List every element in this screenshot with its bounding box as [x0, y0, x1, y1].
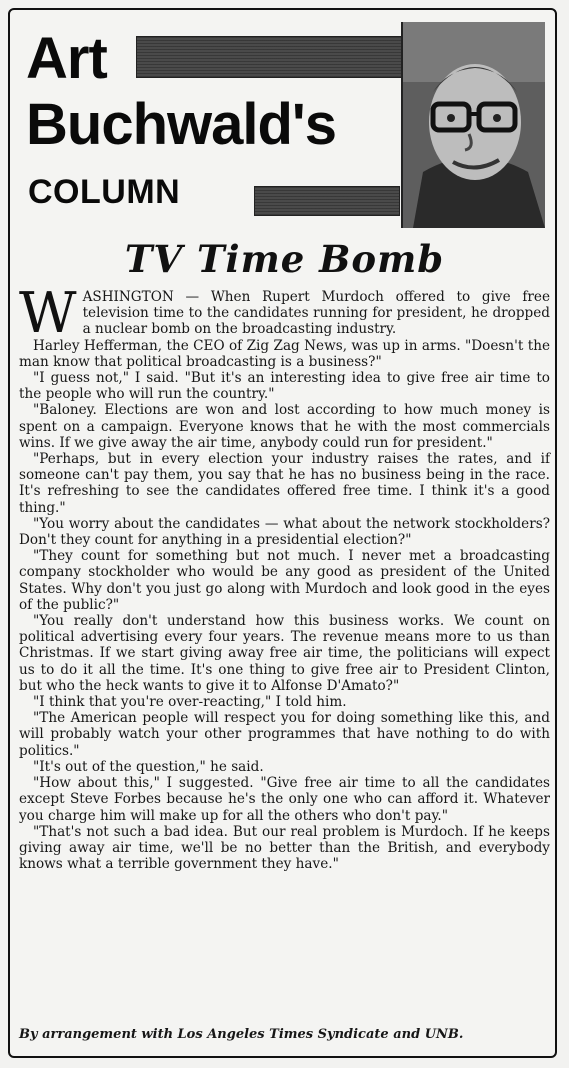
portrait-drawing	[403, 22, 545, 228]
masthead	[8, 14, 538, 234]
article-paragraph: "They count for something but not much. I never met a broadcasting company stockholder who would be any good as president of the United States. Why don't you just go along with Murdoch and look good in the eyes of the public?"	[19, 548, 550, 613]
article-body	[19, 281, 550, 873]
masthead-line-column: COLUMN	[28, 173, 181, 211]
article-paragraph: "That's not such a bad idea. But our real problem is Murdoch. If he keeps giving away air time, we'll be no better than the British, and everybody knows what a terrible government they have."	[19, 823, 550, 873]
author-portrait-icon	[401, 22, 545, 228]
syndication-byline: By arrangement with Los Angeles Times Syndicate and UNB.	[19, 1027, 464, 1042]
article-paragraph: "Perhaps, but in every election your industry raises the rates, and if someone can't pay them, you say that he has no business being in the race. It's refreshing to see the candidates offered free time. I think it's a good thing."	[19, 451, 550, 516]
article-paragraph	[19, 281, 550, 346]
article-paragraph: "Baloney. Elections are won and lost according to how much money is spent on a campaign. Everyone knows that he with the most commercials wins. If we give away the air time, anybody could run for president."	[19, 402, 550, 451]
article-paragraph: "The American people will respect you for doing something like this, and will probably watch your other programmes that have nothing to do with politics."	[19, 710, 550, 759]
article-paragraph: Harley Hefferman, the CEO of Zig Zag News, was up in arms. "Doesn't the man know that political broadcasting is a business?"	[19, 337, 550, 370]
article-paragraph: "I think that you're over-reacting," I told him.	[33, 694, 347, 711]
paragraph-text: ASHINGTON — When Rupert Murdoch offered to give free television time to the candidates running for president, he dropped a nuclear bomb on the broadcasting industry.	[82, 289, 550, 338]
article-headline: TV Time Bomb	[124, 237, 445, 281]
article-paragraph: "I guess not," I said. "But it's an interesting idea to give free air time to the people who will run the country."	[19, 370, 550, 403]
masthead-bar-bottom	[254, 186, 400, 216]
article-paragraph: "You worry about the candidates — what about the network stockholders? Don't they count for anything in a presidential election?"	[19, 515, 550, 549]
masthead-line-art: Art	[26, 26, 107, 91]
masthead-bar-top	[136, 36, 404, 78]
article-paragraph: "How about this," I suggested. "Give free air time to all the candidates except Steve Forbes because he's the only one who can afford it. Whatever you charge him will make up for all the others who don't pay."	[19, 775, 550, 824]
article-paragraph: "It's out of the question," he said.	[33, 758, 264, 775]
masthead-line-buchwalds: Buchwald's	[26, 92, 336, 157]
drop-cap: W	[19, 281, 77, 346]
article-paragraph: "You really don't understand how this business works. We count on political advertising every four years. The revenue means more to us than Christmas. If we start giving away free air time, the politicians will expect us to do it all the time. It's one thing to give free air to President Clinton, but who the heck wants to give it to Alfonse D'Amato?"	[19, 613, 550, 694]
